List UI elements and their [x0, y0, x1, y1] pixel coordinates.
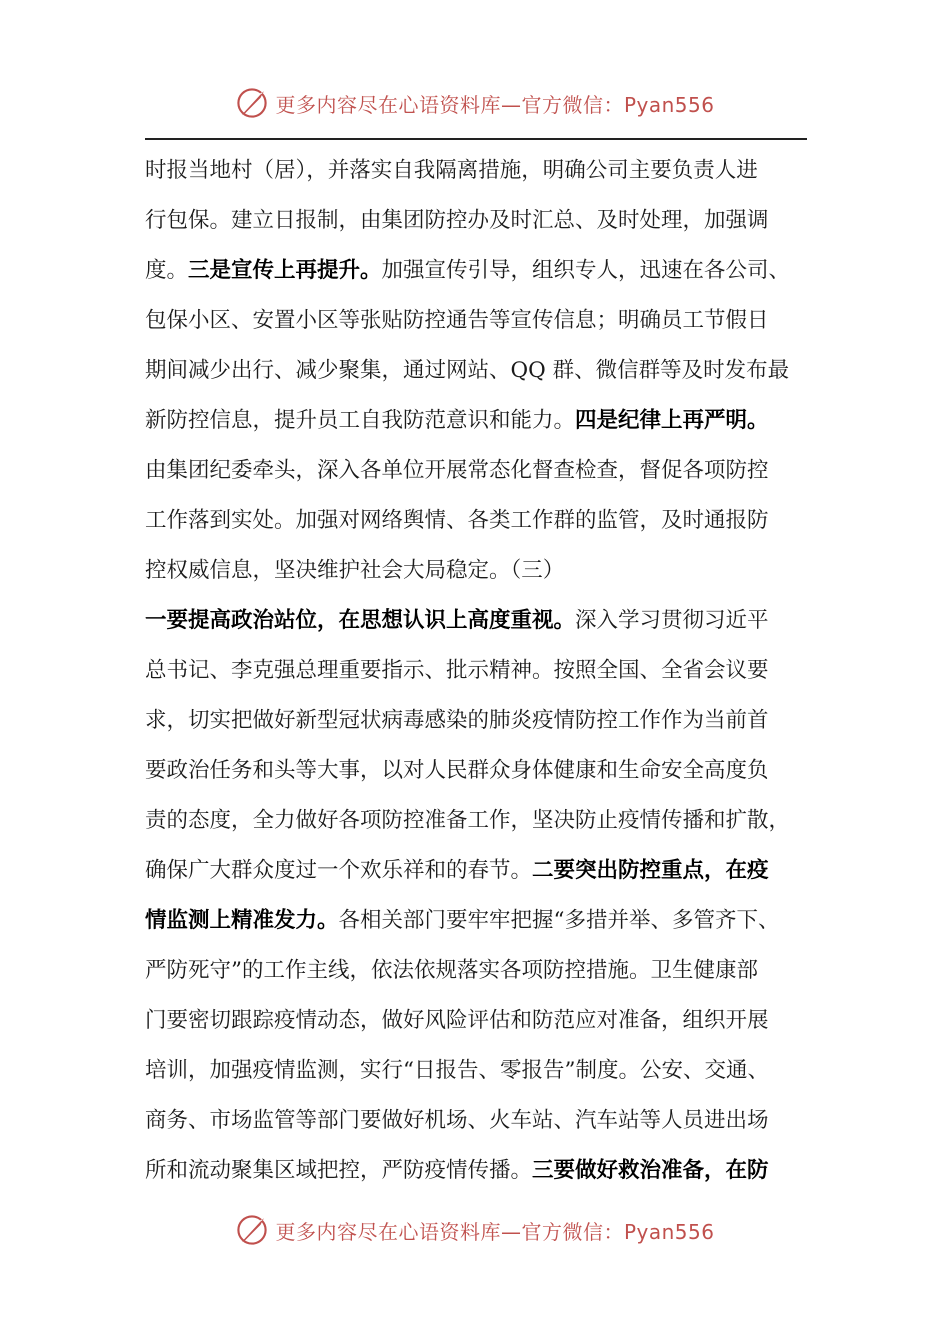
body-text: 由集团纪委牵头，深入各单位开展常态化督查检查，督促各项防控 [145, 458, 769, 483]
footer-banner-text: 更多内容尽在心语资料库—官方微信：Pyan556 [275, 1219, 715, 1244]
text-line [145, 596, 813, 646]
text-line [145, 496, 813, 546]
bold-heading-text: 一要提高政治站位，在思想认识上高度重视。 [145, 608, 576, 633]
text-line [145, 1096, 813, 1146]
body-text: 度。 [145, 258, 189, 283]
body-text: 所和流动聚集区域把控，严防疫情传播。 [145, 1158, 533, 1183]
text-line [145, 246, 813, 296]
text-line [145, 796, 813, 846]
body-text: 加强宣传引导，组织专人，迅速在各公司、 [381, 258, 791, 283]
bold-heading-text: 四是纪律上再严明。 [575, 408, 769, 433]
body-text: 深入学习贯彻习近平 [575, 608, 769, 633]
body-text: 新防控信息，提升员工自我防范意识和能力。 [145, 408, 576, 433]
body-text: 责的态度，全力做好各项防控准备工作，坚决防止疫情传播和扩散， [145, 808, 791, 833]
text-line [145, 846, 813, 896]
text-line [145, 446, 813, 496]
text-line [145, 146, 813, 196]
text-line [145, 746, 813, 796]
text-line [145, 196, 813, 246]
body-text: 门要密切跟踪疫情动态，做好风险评估和防范应对准备，组织开展 [145, 1008, 769, 1033]
body-text: 包保小区、安置小区等张贴防控通告等宣传信息；明确员工节假日 [145, 308, 769, 333]
text-line [145, 546, 813, 596]
body-text: 要政治任务和头等大事，以对人民群众身体健康和生命安全高度负 [145, 758, 769, 783]
text-line [145, 696, 813, 746]
body-text: 严防死守”的工作主线，依法依规落实各项防控措施。卫生健康部 [145, 958, 758, 983]
document-body [145, 146, 813, 1196]
bold-heading-text: 情监测上精准发力。 [145, 908, 339, 933]
body-text: 行包保。建立日报制，由集团防控办及时汇总、及时处理，加强调 [145, 208, 769, 233]
footer-banner [0, 1210, 950, 1250]
body-text: 控权威信息，坚决维护社会大局稳定。（三） [145, 558, 565, 583]
text-line [145, 1146, 813, 1196]
body-text: 培训，加强疫情监测，实行“日报告、零报告”制度。公安、交通、 [145, 1058, 769, 1083]
bold-heading-text: 二要突出防控重点，在疫 [532, 858, 769, 883]
header-banner [0, 83, 950, 123]
text-line [145, 346, 813, 396]
bold-heading-text: 三是宣传上再提升。 [188, 258, 382, 283]
header-divider [145, 138, 807, 140]
body-text: 期间减少出行、减少聚集，通过网站、QQ 群、微信群等及时发布最 [145, 358, 790, 383]
header-banner-text: 更多内容尽在心语资料库—官方微信：Pyan556 [275, 92, 715, 117]
quill-logo-icon [235, 1213, 269, 1247]
text-line [145, 996, 813, 1046]
body-text: 总书记、李克强总理重要指示、批示精神。按照全国、全省会议要 [145, 658, 769, 683]
body-text: 时报当地村（居），并落实自我隔离措施，明确公司主要负责人进 [145, 158, 758, 183]
body-text: 各相关部门要牢牢把握“多措并举、多管齐下、 [338, 908, 780, 933]
text-line [145, 946, 813, 996]
text-line [145, 896, 813, 946]
text-line [145, 646, 813, 696]
text-line [145, 296, 813, 346]
body-text: 商务、市场监管等部门要做好机场、火车站、汽车站等人员进出场 [145, 1108, 769, 1133]
body-text: 求，切实把做好新型冠状病毒感染的肺炎疫情防控工作作为当前首 [145, 708, 769, 733]
body-text: 工作落到实处。加强对网络舆情、各类工作群的监管，及时通报防 [145, 508, 769, 533]
text-line [145, 1046, 813, 1096]
bold-heading-text: 三要做好救治准备，在防 [532, 1158, 769, 1183]
body-text: 确保广大群众度过一个欢乐祥和的春节。 [145, 858, 533, 883]
quill-logo-icon [235, 86, 269, 120]
text-line [145, 396, 813, 446]
